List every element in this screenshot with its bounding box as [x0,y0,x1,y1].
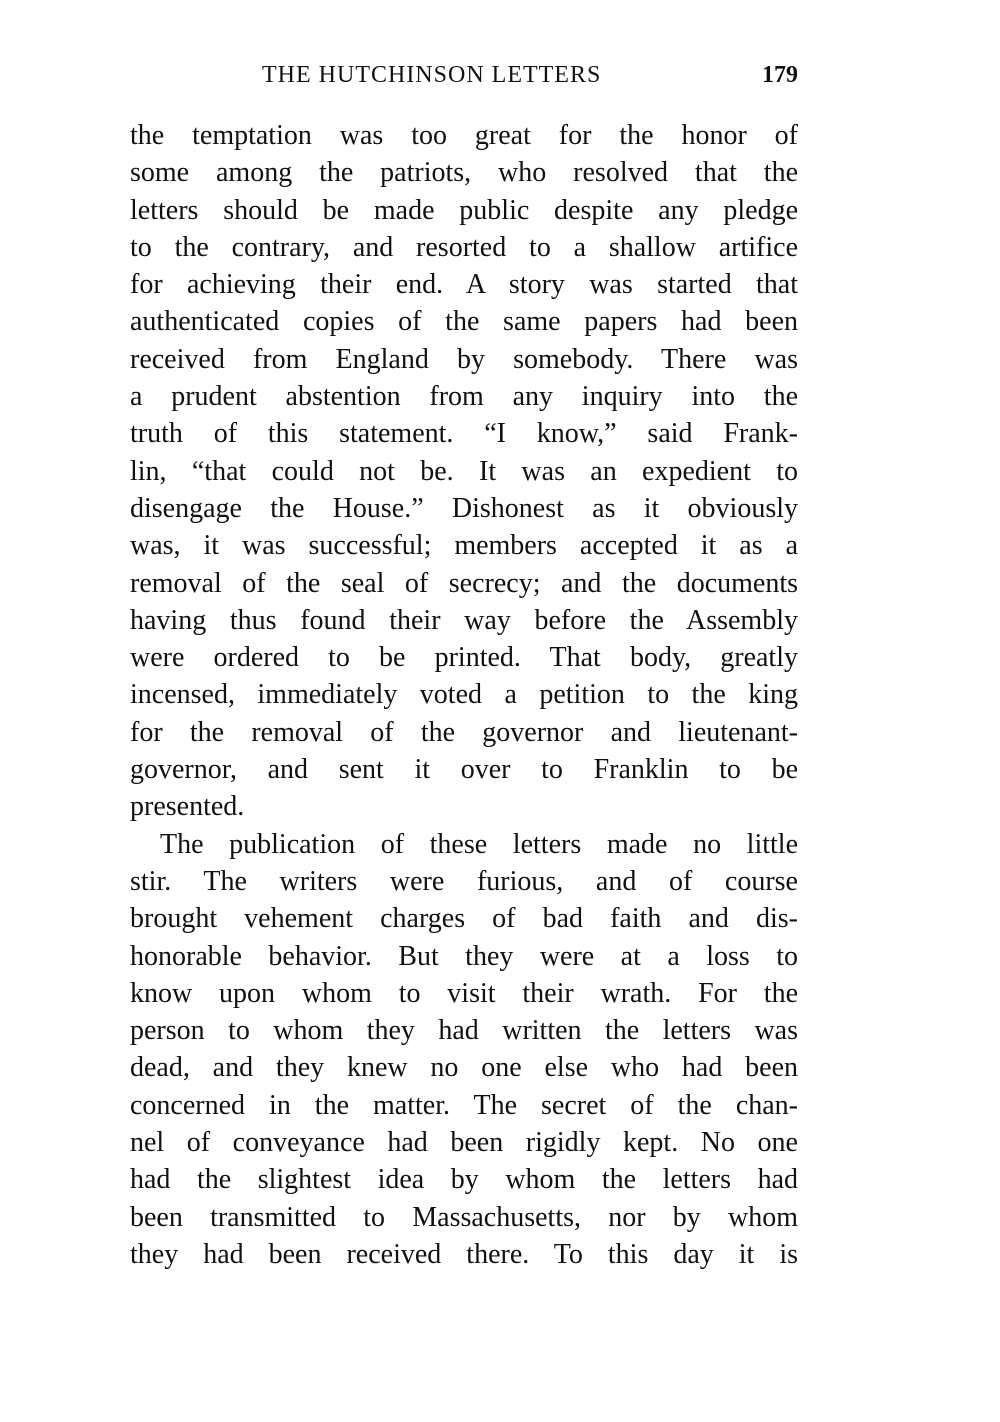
text-line: received from England by somebody. There was [130,343,798,375]
text-line: having thus found their way before the Assembly [130,604,798,636]
text-line: had the slightest idea by whom the letters had [130,1164,798,1196]
text-line: governor, and sent it over to Franklin to be [130,754,798,786]
text-line: person to whom they had written the letters was [130,1015,798,1047]
text-line: was, it was successful; members accepted it as a [130,530,798,562]
text-line: a prudent abstention from any inquiry into the [130,381,798,413]
text-line: for achieving their end. A story was started that [130,269,798,301]
text-line: removal of the seal of secrecy; and the documents [130,567,798,599]
text-line: truth of this statement. “I know,” said Frank- [130,418,798,450]
text-line: incensed, immediately voted a petition to the king [130,679,798,711]
text-line: for the removal of the governor and lieutenant- [130,716,798,748]
running-title: THE HUTCHINSON LETTERS [262,62,602,88]
text-line: been transmitted to Massachusetts, nor by whom [130,1201,798,1233]
text-line: honorable behavior. But they were at a loss to [130,940,798,972]
text-line: brought vehement charges of bad faith and dis- [130,903,798,935]
text-line: concerned in the matter. The secret of the chan- [130,1089,798,1121]
text-line: the temptation was too great for the honor of [130,120,798,151]
body-text [130,117,798,1273]
text-line: some among the patriots, who resolved that the [130,157,798,189]
text-line: stir. The writers were furious, and of course [130,865,798,897]
text-line: dead, and they knew no one else who had been [130,1052,798,1084]
text-line: The publication of these letters made no little [160,828,798,860]
text-line: lin, “that could not be. It was an expedient to [130,455,798,487]
text-line: letters should be made public despite any pledge [130,194,798,226]
paragraph [130,826,798,1274]
text-line: were ordered to be printed. That body, greatly [130,642,798,674]
page-number: 179 [762,62,798,88]
running-header [130,60,798,96]
text-line: know upon whom to visit their wrath. For the [130,977,798,1009]
paragraph [130,117,798,826]
text-line: authenticated copies of the same papers had been [130,306,798,338]
text-line: presented. [130,791,245,823]
text-line: to the contrary, and resorted to a shallow artifice [130,231,798,263]
text-line: they had been received there. To this day it is [130,1238,798,1270]
text-line: disengage the House.” Dishonest as it obviously [130,492,798,524]
text-line: nel of conveyance had been rigidly kept. No one [130,1127,798,1159]
